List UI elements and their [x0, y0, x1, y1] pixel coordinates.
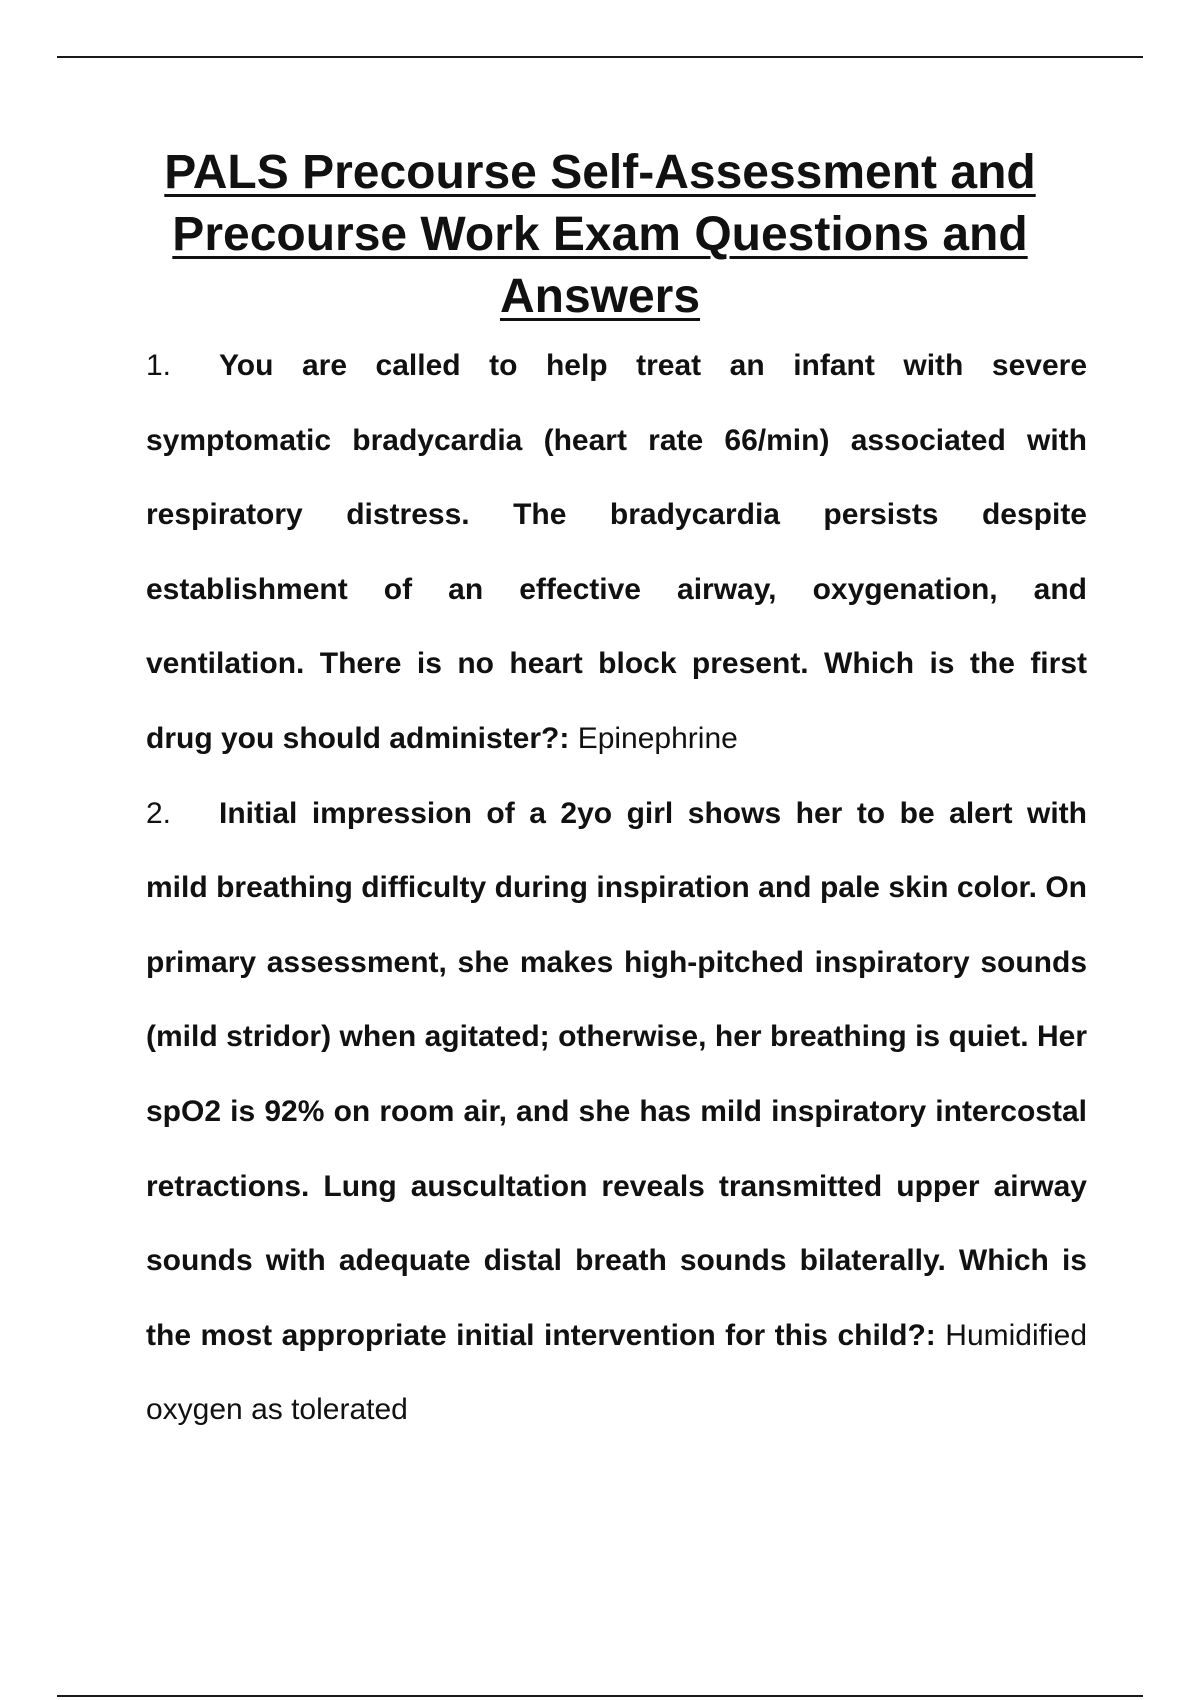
answer-text: Epinephrine [577, 721, 738, 755]
question-list [146, 329, 1087, 1448]
footer-rule [57, 1695, 1143, 1697]
document-title [120, 142, 1080, 328]
question-text: Initial impression of a 2yo girl shows her to be alert with mild breathing difficulty during inspiration and pale skin color. On primary assessment, she makes high-pitched inspiratory sounds (mild stridor) when agitated; otherwise, her breathing is quiet. Her spO2 is 92% on room air, and she has mild inspiratory intercostal retractions. Lung auscultation reveals transmitted upper airway sounds with adequate distal breath sounds bilaterally. Which is the most appropriate initial intervention for this child?: [146, 796, 1087, 1352]
header-rule [57, 56, 1143, 58]
document-title-text: PALS Precourse Self-Assessment and Precourse Work Exam Questions and Answers [164, 146, 1036, 323]
answer-text: Humidified oxygen as tolerated [146, 1318, 1088, 1427]
question-number: 2. [146, 796, 172, 830]
question-item [146, 777, 1087, 1448]
question-text: You are called to help treat an infant with severe symptomatic bradycardia (heart rate 66/min) associated with respiratory distress. The bradycardia persists despite establishment of an effective airway, oxygenation, and ventilation. There is no heart block present. Which is the first drug you should administer?: [146, 349, 1087, 755]
question-item [146, 329, 1087, 777]
question-number: 1. [146, 349, 172, 382]
